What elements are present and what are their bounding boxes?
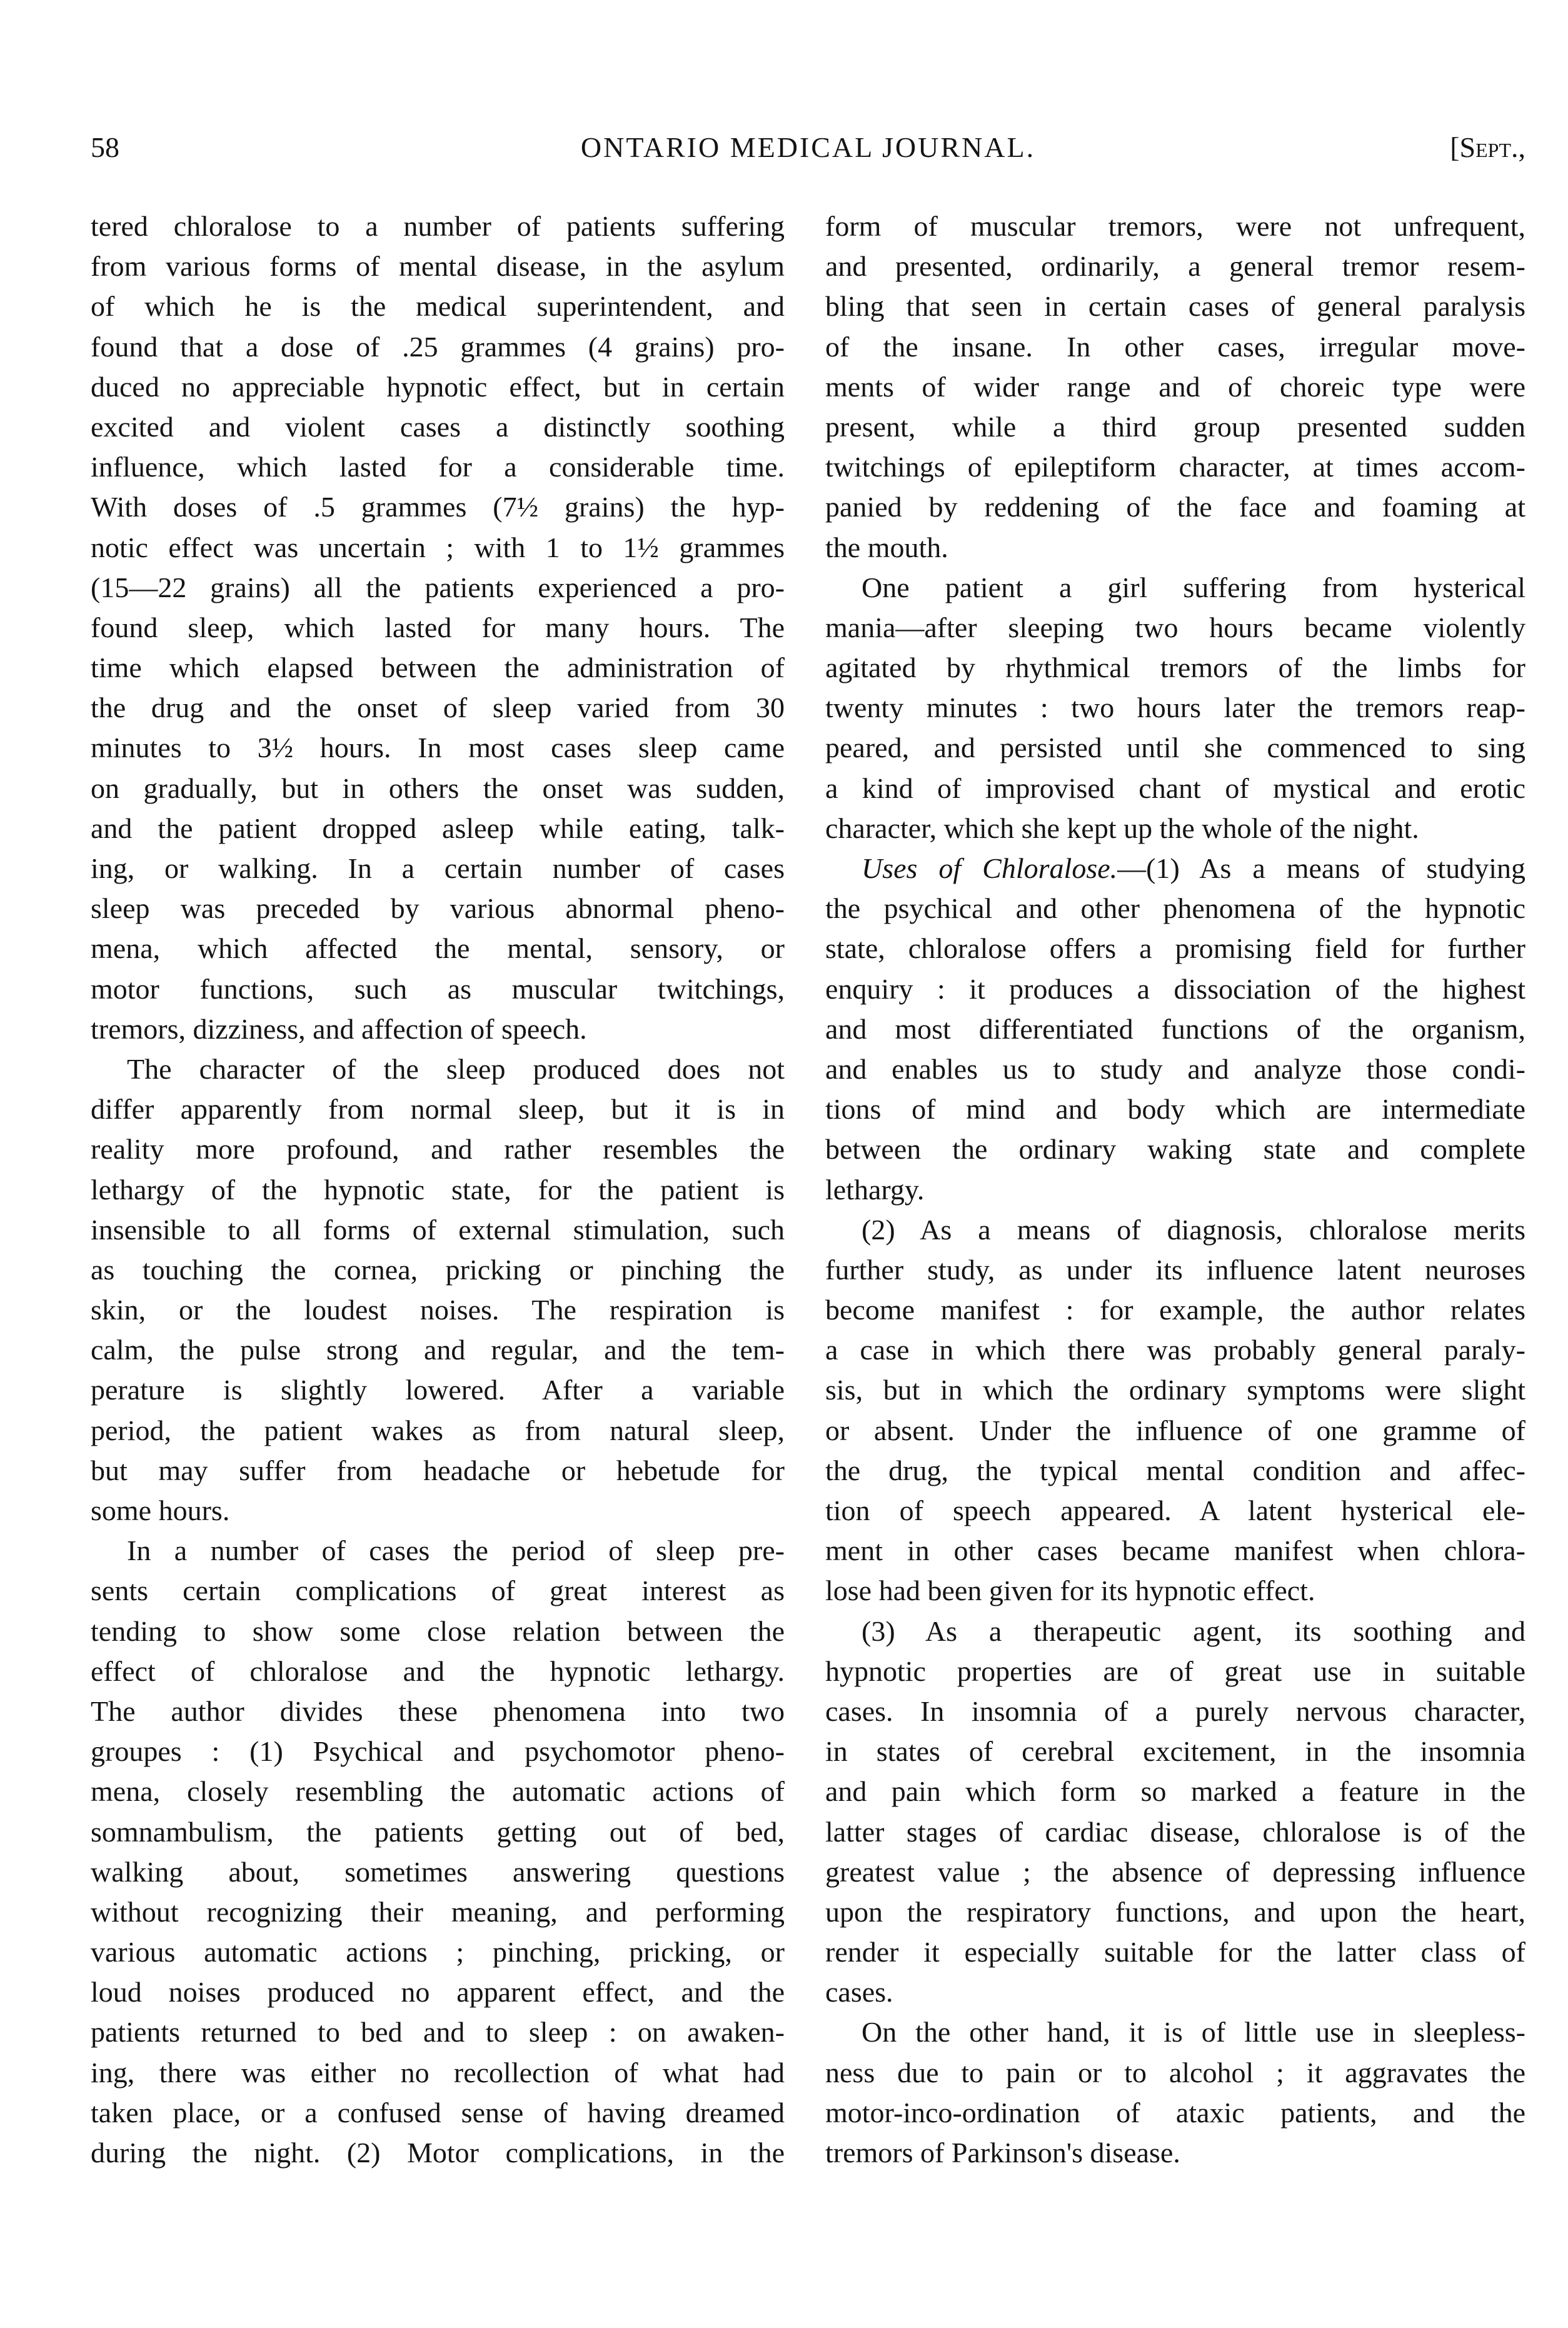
text-line	[91, 1972, 785, 2012]
line-text: of which he is the medical superintendent, and	[91, 290, 785, 323]
text-line	[825, 688, 1525, 728]
text-line	[91, 1129, 785, 1169]
text-line	[825, 1089, 1525, 1129]
text-line	[91, 768, 785, 809]
line-text: cases. In insomnia of a purely nervous character,	[825, 1695, 1525, 1727]
text-line	[825, 809, 1525, 849]
line-text: state, chloralose offers a promising field for further	[825, 932, 1525, 965]
line-text: lethargy.	[825, 1173, 925, 1206]
text-line	[825, 1731, 1525, 1771]
text-line	[91, 447, 785, 487]
text-line	[825, 969, 1525, 1009]
text-line	[91, 1049, 785, 1089]
text-line	[825, 1451, 1525, 1491]
text-line	[825, 1290, 1525, 1330]
text-line	[91, 608, 785, 648]
line-text: (3) As a therapeutic agent, its soothing and	[862, 1615, 1525, 1647]
text-line	[91, 1571, 785, 1611]
line-text: ing, or walking. In a certain number of cases	[91, 852, 785, 884]
line-text: of the insane. In other cases, irregular move-	[825, 330, 1525, 363]
line-text: loud noises produced no apparent effect, and the	[91, 1976, 785, 2008]
line-text: duced no appreciable hypnotic effect, but in certain	[91, 370, 785, 403]
line-text: taken place, or a confused sense of having dreamed	[91, 2096, 785, 2129]
text-line	[91, 568, 785, 608]
line-text: influence, which lasted for a considerable time.	[91, 451, 785, 483]
text-line	[91, 2053, 785, 2093]
text-line	[825, 487, 1525, 527]
running-header	[91, 123, 1525, 173]
line-text: and enables us to study and analyze those condi-	[825, 1052, 1525, 1085]
text-line	[91, 1491, 785, 1531]
line-text: as touching the cornea, pricking or pinching the	[91, 1253, 785, 1286]
line-text: various automatic actions ; pinching, pricking, or	[91, 1936, 785, 1968]
journal-title: ONTARIO MEDICAL JOURNAL.	[580, 131, 1036, 163]
line-text: mania—after sleeping two hours became violently	[825, 611, 1525, 643]
issue-month: [Sept.,	[1450, 131, 1525, 163]
text-line	[91, 1691, 785, 1731]
text-line	[91, 1651, 785, 1691]
line-text: bling that seen in certain cases of general paralysis	[825, 290, 1525, 323]
text-line	[825, 1009, 1525, 1049]
line-text: latter stages of cardiac disease, chloralose is of the	[825, 1815, 1525, 1848]
text-line	[91, 1611, 785, 1651]
line-text: twenty minutes : two hours later the tremors reap-	[825, 692, 1525, 724]
text-line	[825, 728, 1525, 768]
line-text: render it especially suitable for the latter class of	[825, 1936, 1525, 1968]
text-line	[825, 1852, 1525, 1892]
line-text: and presented, ordinarily, a general tremor resem-	[825, 250, 1525, 283]
text-line	[825, 286, 1525, 326]
text-line	[825, 1250, 1525, 1290]
line-text: without recognizing their meaning, and performing	[91, 1895, 785, 1928]
line-text: tending to show some close relation between the	[91, 1615, 785, 1647]
line-text: and the patient dropped asleep while eating, talk-	[91, 812, 785, 844]
text-line	[91, 849, 785, 889]
text-line	[91, 2093, 785, 2133]
text-line	[91, 1892, 785, 1932]
text-line	[825, 889, 1525, 929]
line-text: greatest value ; the absence of depressing influence	[825, 1855, 1525, 1888]
text-line	[825, 648, 1525, 688]
text-line	[91, 2012, 785, 2052]
text-line	[825, 1170, 1525, 1210]
line-text: time which elapsed between the administration of	[91, 652, 785, 684]
text-line	[91, 889, 785, 929]
text-line	[91, 1210, 785, 1250]
line-text: motor-inco-ordination of ataxic patients, and the	[825, 2096, 1525, 2129]
line-text: in states of cerebral excitement, in the insomnia	[825, 1735, 1525, 1768]
text-line	[91, 286, 785, 326]
line-text: a kind of improvised chant of mystical and erotic	[825, 772, 1525, 804]
text-line	[91, 1009, 785, 1049]
text-line	[825, 1210, 1525, 1250]
line-text: sents certain complications of great interest as	[91, 1575, 785, 1607]
text-line	[825, 929, 1525, 969]
line-text: between the ordinary waking state and complete	[825, 1133, 1525, 1166]
text-line	[825, 1531, 1525, 1571]
page-number: 58	[91, 131, 119, 163]
text-line	[825, 327, 1525, 367]
text-line	[825, 1370, 1525, 1410]
section-heading: Uses of Chloralose.	[862, 852, 1118, 884]
line-text: On the other hand, it is of little use in sleepless-	[862, 2016, 1525, 2048]
text-line	[825, 608, 1525, 648]
line-text: groupes : (1) Psychical and psychomotor pheno-	[91, 1735, 785, 1768]
text-line	[91, 1330, 785, 1370]
line-text: ness due to pain or to alcohol ; it aggravates the	[825, 2056, 1525, 2089]
line-text: —(1) As a means of studying	[1117, 852, 1525, 884]
text-line	[825, 1812, 1525, 1852]
left-column	[91, 206, 785, 2173]
text-line	[91, 367, 785, 407]
line-text: motor functions, such as muscular twitchings,	[91, 972, 785, 1005]
line-text: perature is slightly lowered. After a variable	[91, 1374, 785, 1406]
text-line	[825, 1932, 1525, 1972]
line-text: somnambulism, the patients getting out of bed,	[91, 1815, 785, 1848]
line-text: become manifest : for example, the author relates	[825, 1294, 1525, 1326]
text-line	[825, 2012, 1525, 2052]
text-line	[825, 849, 1525, 889]
line-text: excited and violent cases a distinctly soothing	[91, 410, 785, 443]
text-line	[825, 1049, 1525, 1089]
text-line	[825, 2053, 1525, 2093]
line-text: walking about, sometimes answering questions	[91, 1855, 785, 1888]
text-line	[91, 1170, 785, 1210]
text-line	[91, 327, 785, 367]
text-line	[91, 1852, 785, 1892]
text-line	[91, 1731, 785, 1771]
line-text: from various forms of mental disease, in the asylum	[91, 250, 785, 283]
text-line	[91, 1771, 785, 1812]
text-line	[825, 407, 1525, 447]
line-text: period, the patient wakes as from natural sleep,	[91, 1414, 785, 1446]
line-text: on gradually, but in others the onset was sudden,	[91, 772, 785, 804]
line-text: calm, the pulse strong and regular, and the tem-	[91, 1334, 785, 1366]
text-line	[91, 1812, 785, 1852]
right-column	[825, 206, 1525, 2173]
text-line	[825, 2093, 1525, 2133]
text-line	[91, 1932, 785, 1972]
line-text: lethargy of the hypnotic state, for the patient is	[91, 1173, 785, 1206]
line-text: sleep was preceded by various abnormal pheno-	[91, 892, 785, 925]
text-line	[91, 1370, 785, 1410]
line-text: but may suffer from headache or hebetude for	[91, 1454, 785, 1486]
line-text: tered chloralose to a number of patients suffering	[91, 210, 785, 242]
line-text: agitated by rhythmical tremors of the limbs for	[825, 652, 1525, 684]
line-text: skin, or the loudest noises. The respiration is	[91, 1294, 785, 1326]
line-text: twitchings of epileptiform character, at times accom-	[825, 451, 1525, 483]
line-text: mena, closely resembling the automatic actions of	[91, 1775, 785, 1808]
line-text: or absent. Under the influence of one gramme of	[825, 1414, 1525, 1446]
line-text: some hours.	[91, 1494, 230, 1526]
text-line	[825, 768, 1525, 809]
line-text: The author divides these phenomena into two	[91, 1695, 785, 1727]
text-line	[825, 1651, 1525, 1691]
text-line	[91, 1451, 785, 1491]
text-line	[825, 1892, 1525, 1932]
text-line	[91, 1531, 785, 1571]
text-line	[825, 447, 1525, 487]
text-line	[91, 407, 785, 447]
line-text: ment in other cases became manifest when chlora-	[825, 1534, 1525, 1567]
line-text: insensible to all forms of external stimulation, such	[91, 1213, 785, 1246]
line-text: further study, as under its influence latent neuroses	[825, 1253, 1525, 1286]
line-text: found sleep, which lasted for many hours. The	[91, 611, 785, 643]
text-line	[825, 1691, 1525, 1731]
line-text: lose had been given for its hypnotic effect.	[825, 1575, 1315, 1607]
text-line	[91, 246, 785, 286]
line-text: the psychical and other phenomena of the hypnotic	[825, 892, 1525, 925]
text-line	[91, 929, 785, 969]
line-text: The character of the sleep produced does not	[127, 1052, 785, 1085]
text-line	[91, 487, 785, 527]
text-line	[91, 728, 785, 768]
text-line	[825, 1571, 1525, 1611]
line-text: the drug and the onset of sleep varied from 30	[91, 692, 785, 724]
line-text: form of muscular tremors, were not unfrequent,	[825, 210, 1525, 242]
line-text: peared, and persisted until she commenced to sing	[825, 732, 1525, 764]
text-line	[825, 1972, 1525, 2012]
line-text: present, while a third group presented sudden	[825, 410, 1525, 443]
line-text: upon the respiratory functions, and upon the heart,	[825, 1895, 1525, 1928]
line-text: effect of chloralose and the hypnotic lethargy.	[91, 1655, 785, 1687]
line-text: patients returned to bed and to sleep : on awaken-	[91, 2016, 785, 2048]
line-text: sis, but in which the ordinary symptoms were slight	[825, 1374, 1525, 1406]
line-text: tions of mind and body which are intermediate	[825, 1093, 1525, 1126]
line-text: ing, there was either no recollection of what had	[91, 2056, 785, 2089]
line-text: tremors, dizziness, and affection of speech.	[91, 1012, 587, 1045]
line-text: the drug, the typical mental condition and affec-	[825, 1454, 1525, 1486]
text-line	[825, 2133, 1525, 2173]
line-text: a case in which there was probably general paraly-	[825, 1334, 1525, 1366]
text-line	[91, 969, 785, 1009]
line-text: found that a dose of .25 grammes (4 grains) pro-	[91, 330, 785, 363]
text-line	[825, 1129, 1525, 1169]
line-text: ments of wider range and of choreic type were	[825, 370, 1525, 403]
line-text: (2) As a means of diagnosis, chloralose merits	[862, 1213, 1525, 1246]
line-text: cases.	[825, 1976, 893, 2008]
line-text: and most differentiated functions of the organism,	[825, 1012, 1525, 1045]
text-line	[825, 1491, 1525, 1531]
text-line	[825, 246, 1525, 286]
line-text: enquiry : it produces a dissociation of the highest	[825, 972, 1525, 1005]
text-line	[91, 688, 785, 728]
line-text: minutes to 3½ hours. In most cases sleep came	[91, 732, 785, 764]
text-line	[91, 1411, 785, 1451]
line-text: and pain which form so marked a feature in the	[825, 1775, 1525, 1808]
line-text: tremors of Parkinson's disease.	[825, 2137, 1180, 2169]
text-line	[91, 206, 785, 246]
text-line	[825, 206, 1525, 246]
text-line	[825, 528, 1525, 568]
text-line	[91, 528, 785, 568]
text-line	[91, 1250, 785, 1290]
line-text: In a number of cases the period of sleep pre-	[127, 1534, 785, 1567]
line-text: panied by reddening of the face and foaming at	[825, 491, 1525, 523]
text-line	[825, 1771, 1525, 1812]
line-text: notic effect was uncertain ; with 1 to 1½ grammes	[91, 531, 785, 563]
text-line	[825, 568, 1525, 608]
line-text: hypnotic properties are of great use in suitable	[825, 1655, 1525, 1687]
text-line	[91, 2133, 785, 2173]
line-text: differ apparently from normal sleep, but it is in	[91, 1093, 785, 1126]
text-line	[825, 367, 1525, 407]
text-line	[91, 1290, 785, 1330]
text-line	[825, 1330, 1525, 1370]
text-line	[91, 809, 785, 849]
text-line	[825, 1411, 1525, 1451]
line-text: (15—22 grains) all the patients experienced a pro-	[91, 571, 785, 603]
line-text: With doses of .5 grammes (7½ grains) the hyp-	[91, 491, 785, 523]
text-line	[825, 1611, 1525, 1651]
text-line	[91, 1089, 785, 1129]
line-text: reality more profound, and rather resembles the	[91, 1133, 785, 1166]
line-text: mena, which affected the mental, sensory, or	[91, 932, 785, 965]
line-text: One patient a girl suffering from hysterical	[862, 571, 1525, 603]
line-text: during the night. (2) Motor complications, in the	[91, 2137, 785, 2169]
line-text: the mouth.	[825, 531, 948, 563]
line-text: tion of speech appeared. A latent hysterical ele-	[825, 1494, 1525, 1526]
line-text: character, which she kept up the whole of the night.	[825, 812, 1419, 844]
text-line	[91, 648, 785, 688]
